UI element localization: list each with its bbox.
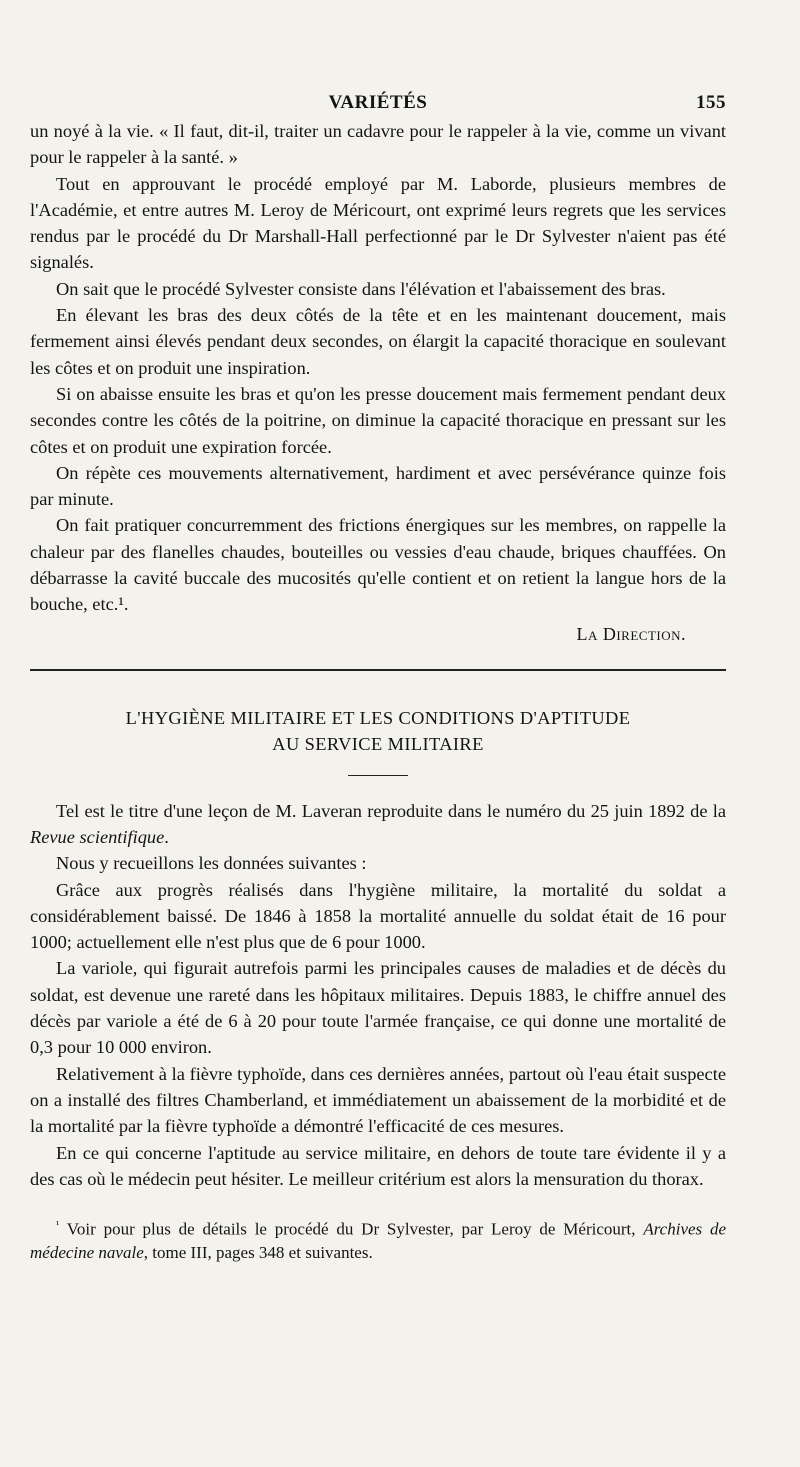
footnote — [30, 1214, 726, 1264]
title-underline — [348, 775, 408, 776]
paragraph: un noyé à la vie. « Il faut, dit-il, traiter un cadavre pour le rappeler à la vie, comme un vivant pour le rappeler à la santé. » — [30, 121, 726, 168]
paragraph: Si on abaisse ensuite les bras et qu'on les presse doucement mais fermement pendant deux secondes contre les côtés de la poitrine, on diminue la capacité thoracique en pressant sur les côtes et on produit une expiration forcée. — [30, 383, 726, 457]
footnote-text — [30, 1214, 726, 1264]
page-number: 155 — [696, 92, 726, 113]
paragraph: On sait que le procédé Sylvester consiste dans l'élévation et l'abaissement des bras. — [56, 278, 666, 299]
paragraph: La variole, qui figurait autrefois parmi les principales causes de maladies et de décès du soldat, est devenue une rareté dans les hôpitaux militaires. Depuis 1883, le chiffre annuel des décès par variole a été de 6 à 20 pour toute l'armée française, ce qui donne une mortalité de 0,3 pour 10 000 environ. — [30, 958, 726, 1058]
signature: La Direction. — [576, 623, 686, 644]
document-page — [30, 88, 726, 1264]
paragraph: On répète ces mouvements alternativement, hardiment et avec persévérance quinze fois par minute. — [30, 462, 726, 510]
journal-title: Revue scientifique — [30, 826, 165, 847]
running-header — [30, 88, 726, 118]
intro-text: Tel est le titre d'une leçon de M. Laveran reproduite dans le numéro du 25 juin 1892 de la — [56, 800, 726, 821]
section-reanimation — [30, 118, 726, 645]
paragraph: Nous y recueillons les données suivantes : — [56, 853, 367, 874]
paragraph: Relativement à la fièvre typhoïde, dans ces dernières années, partout où l'eau était suspecte on a installé des filtres Chamberland, et immédiatement un abaissement de la morbidité et de la mortalité par la fièvre typhoïde a démontré l'efficacité de ces mesures. — [30, 1063, 726, 1137]
paragraph: Tout en approuvant le procédé employé par M. Laborde, plusieurs membres de l'Académie, et entre autres M. Leroy de Méricourt, ont exprimé leurs regrets que les services rendus par le procédé du Dr Marshall-Hall perfectionné par le Dr Sylvester n'aient pas été signalés. — [30, 173, 726, 273]
footnote-body: Voir pour plus de détails le procédé du Dr Sylvester, par Leroy de Méricourt, — [59, 1219, 644, 1239]
section-divider — [30, 669, 726, 671]
section-military-hygiene — [30, 705, 726, 1192]
section-title — [30, 705, 726, 757]
running-title: VARIÉTÉS — [328, 92, 428, 113]
footnote-journal: Archives de médecine navale — [30, 1219, 727, 1262]
paragraph: On fait pratiquer concurremment des frictions énergiques sur les membres, on rappelle la chaleur par des flanelles chaudes, bouteilles ou vessies d'eau chaude, briques chauffées. On débarrasse la cavité buccale des mucosités qu'elle contient et on retient la langue hors de la bouche, etc.¹. — [30, 515, 726, 615]
footnote-end: , tome III, pages 348 et suivantes. — [143, 1242, 373, 1262]
footnote-marker: ¹ — [56, 1219, 60, 1232]
section-title-line: AU SERVICE MILITAIRE — [272, 733, 484, 754]
section-title-line: L'HYGIÈNE MILITAIRE ET LES CONDITIONS D'APTITUDE — [125, 707, 631, 728]
intro-end: . — [164, 826, 169, 847]
intro-paragraph — [30, 798, 726, 851]
paragraph: En élevant les bras des deux côtés de la tête et en les maintenant doucement, mais fermement ainsi élevés pendant deux secondes, on élargit la capacité thoracique en soulevant les côtes et on produit une inspiration. — [30, 305, 726, 378]
paragraph: En ce qui concerne l'aptitude au service militaire, en dehors de toute tare évidente il y a des cas où le médecin peut hésiter. Le meilleur critérium est alors la mensuration du thorax. — [30, 1142, 726, 1189]
paragraph: Grâce aux progrès réalisés dans l'hygiène militaire, la mortalité du soldat a considérablement baissé. De 1846 à 1858 la mortalité annuelle du soldat était de 16 pour 1000; actuellement elle n'est plus que de 6 pour 1000. — [30, 879, 726, 953]
